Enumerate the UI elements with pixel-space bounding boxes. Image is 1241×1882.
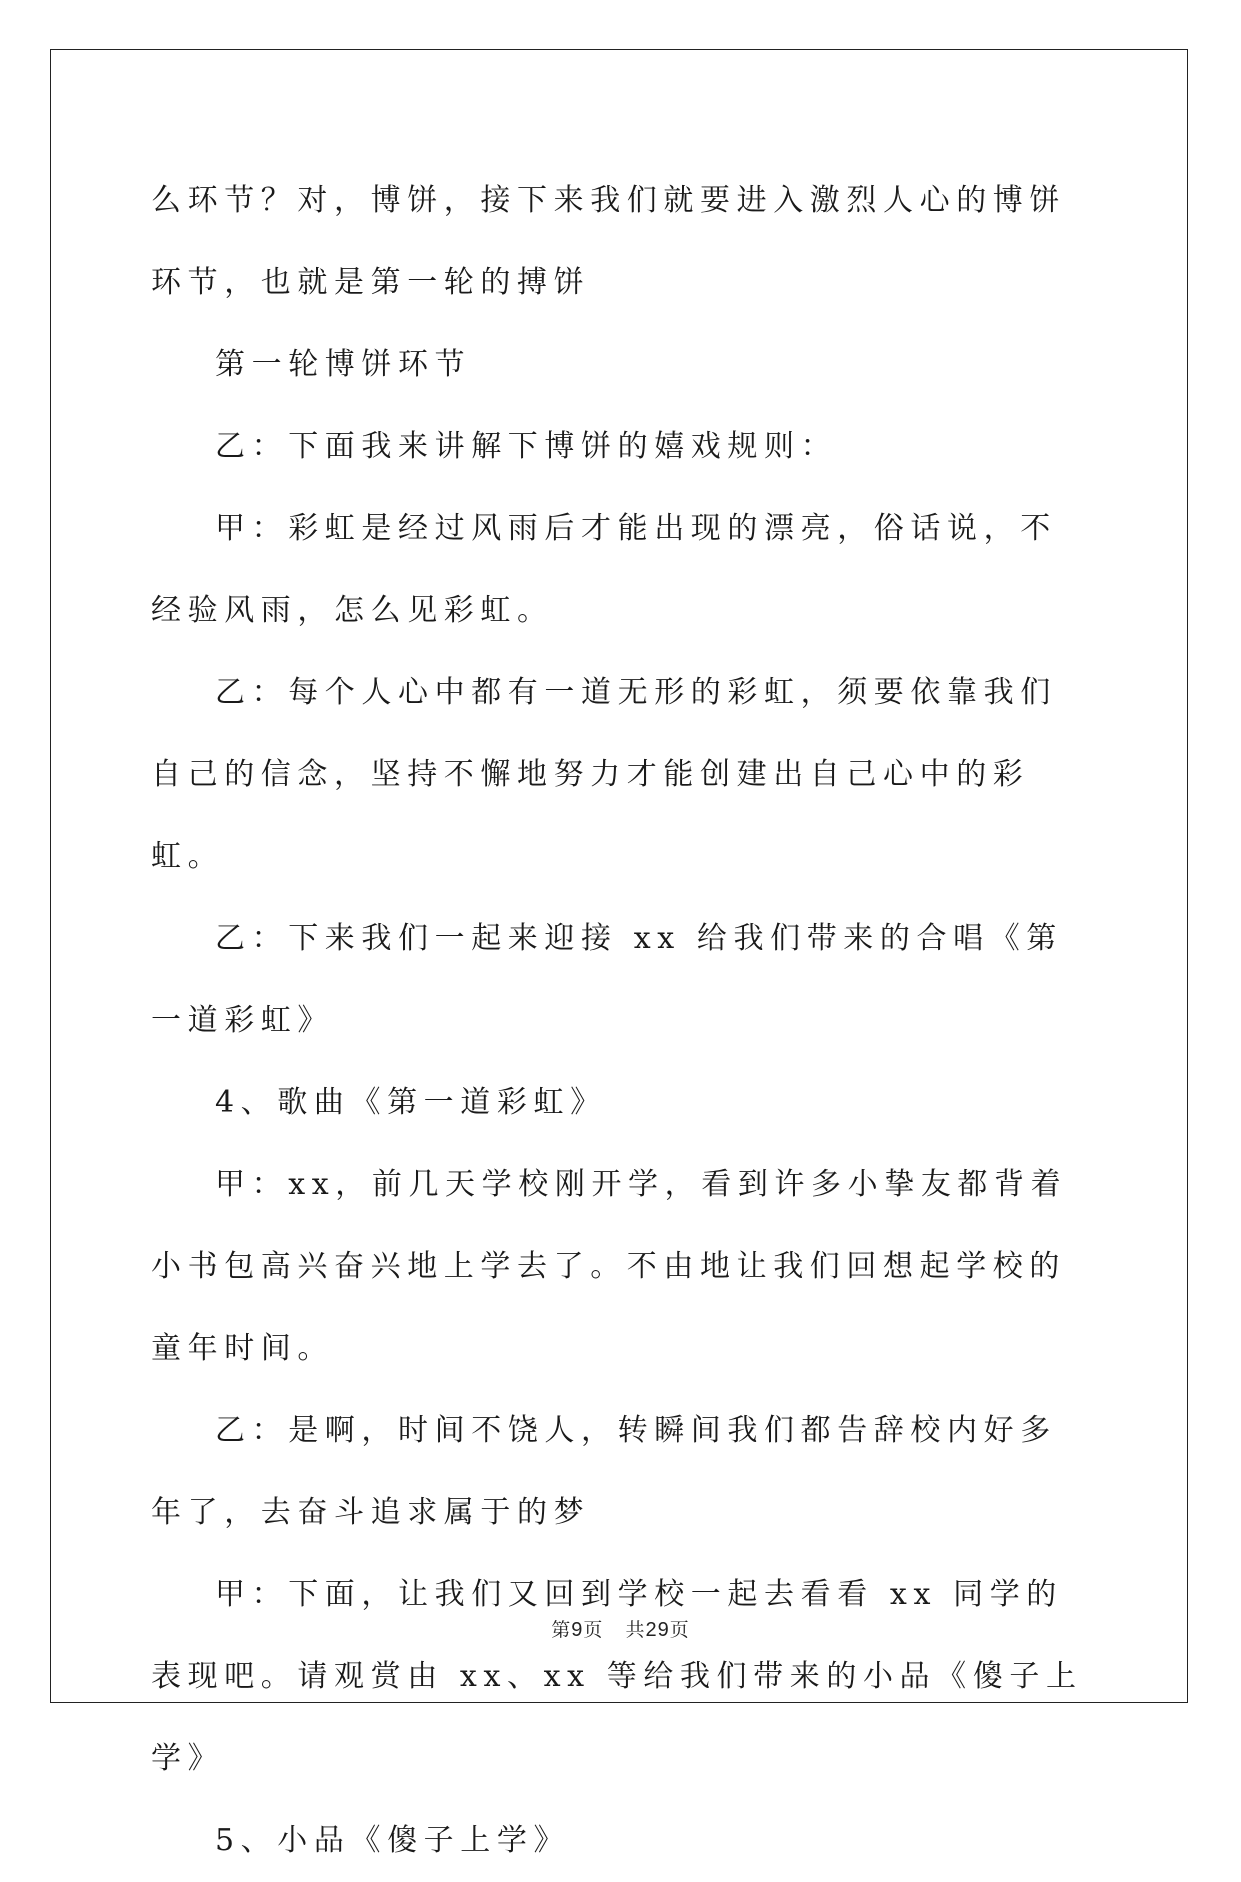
page-number: 9 — [571, 1619, 584, 1641]
footer-total-suffix: 页 — [669, 1619, 690, 1641]
paragraph: 么环节？对，博饼，接下来我们就要进入激烈人心的博饼环节，也就是第一轮的搏饼 — [151, 183, 1066, 300]
footer-prefix: 第 — [551, 1619, 572, 1641]
paragraph: 甲：xx，前几天学校刚开学，看到许多小挚友都背着小书包高兴奋兴地上学去了。不由地让我们回想起学校的童年时间。 — [151, 1167, 1068, 1366]
paragraph: 乙：下来我们一起来迎接 xx 给我们带来的合唱《第一道彩虹》 — [151, 921, 1063, 1038]
paragraph: 5、小品《傻子上学》 — [215, 1823, 571, 1858]
footer-total-prefix: 共 — [625, 1619, 646, 1641]
paragraph: 4、歌曲《第一道彩虹》 — [215, 1085, 607, 1120]
total-pages: 29 — [645, 1619, 670, 1641]
footer-page-suffix: 页 — [583, 1619, 604, 1641]
paragraph: 乙：下面我来讲解下博饼的嬉戏规则： — [215, 429, 838, 464]
paragraph: 第一轮博饼环节 — [215, 347, 472, 382]
page-footer — [0, 1615, 1241, 1642]
paragraph: 乙：每个人心中都有一道无形的彩虹，须要依靠我们自己的信念，坚持不懈地努力才能创建出自己心中的彩虹。 — [151, 675, 1057, 874]
paragraph: 甲：下面，让我们又回到学校一起去看看 xx 同学的表现吧。请观赏由 xx、xx 等给我们带来的小品《傻子上学》 — [151, 1577, 1083, 1776]
paragraph: 乙：是啊，时间不饶人，转瞬间我们都告辞校内好多年了，去奋斗追求属于的梦 — [151, 1413, 1057, 1530]
paragraph: 甲：彩虹是经过风雨后才能出现的漂亮，俗话说，不经验风雨，怎么见彩虹。 — [151, 511, 1057, 628]
